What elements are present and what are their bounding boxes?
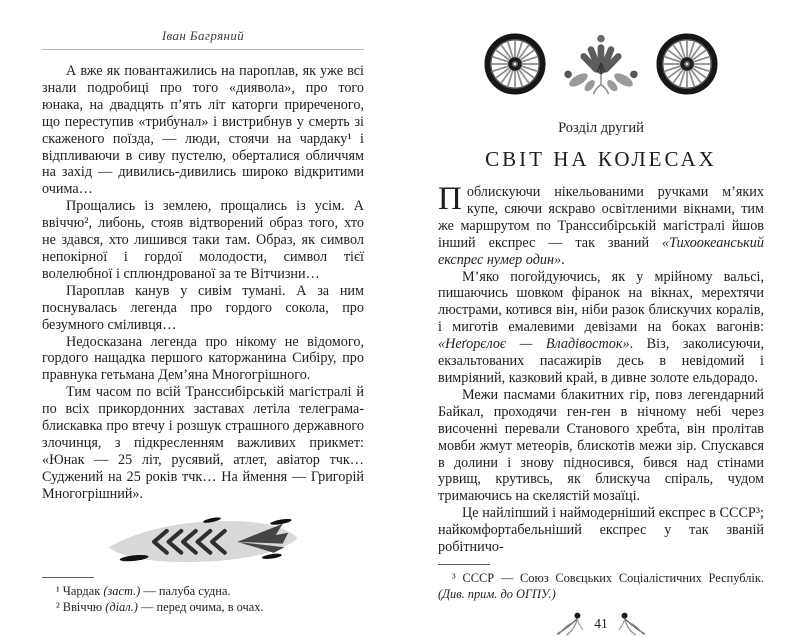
leaf-sprig-icon (555, 611, 585, 637)
palmette-crown-icon (554, 31, 648, 97)
footnote: ³ СССР — Союз Совєцьких Соціалістичних Республік. (Див. прим. до ОГПУ.) (438, 570, 764, 602)
body-paragraph: Пароплав канув у сивім тумані. А за ним поснувалась легенда про гордого сокола, про безумного сміливця… (42, 282, 364, 333)
page-number: 41 (594, 615, 608, 631)
train-wheel-icon (656, 33, 718, 95)
body-paragraph (438, 181, 764, 269)
footnotes (42, 583, 364, 616)
body-paragraph: Тим часом по всій Транссибірській магістралі й по всіх прикордонних заставах летіла телеграма-блискавка про втечу і розшук страшного державного злочинця, з підкресленням важливих прикмет: «Юнак — 25 літ, русявий, атлет, авіатор тчк… Суджений на 25 років тчк… На ймення — Григорій Многогрішний». (42, 384, 364, 502)
footnote-rule (438, 564, 490, 565)
body-paragraph: Це найліпший і наймодерніший експрес в СССР³; найкомфортабельніший експрес у так званій робітничо- (438, 505, 764, 556)
leaf-sprig-icon (617, 611, 647, 637)
body-paragraph: Недосказана легенда про нікому не відомого, гордого нащадка першого каторжанина Сибіру, про правнука гетьмана Дем’яна Многогрішного. (42, 333, 364, 384)
feather-ornament (42, 511, 364, 569)
header-rule (42, 49, 364, 50)
right-body-text (438, 181, 765, 556)
flying-wheat-feather-icon (97, 511, 309, 569)
left-page (0, 0, 400, 615)
body-paragraph: А вже як повантажились на пароплав, як уже всі знали подробиці про того «диявола», про того юнака, на двадцять п’ять літ каторги приреченого, що переступив «трибунал» і вистрибнув у смерть зі скаженого поїзда, — люди, стоячи на чардаку¹ і відпливаючи в сиву пустелю, оберталися обличчям на захід — дивились-дивились широко відкритими очима… (42, 63, 364, 198)
chapter-title: СВІТ НА КОЛЕСАХ (485, 147, 717, 171)
train-wheel-icon (484, 33, 546, 95)
right-page (400, 0, 800, 631)
chapter-label: Розділ другий (558, 120, 644, 136)
running-header: Іван Багряний (161, 28, 245, 43)
paragraph-text: облискуючи нікельованими ручками м’яких купе, сяючи яскраво освітленими вікнами, тим же маршрутом по Транссибірській магістралі йшов інший експрес — так званий «Тихоокеанський експрес нумер один». (438, 184, 764, 268)
chapter-ornament (438, 24, 764, 104)
page-number-row (438, 611, 764, 637)
body-paragraph: М’яко погойдуючись, як у мрійному вальсі, пишаючись шовком фіранок на вікнах, мерехтячи люстрами, котився він, ніби разок блискучих коралів, і миготів емалевими девізами на боках вагонів: «Неґорєлоє — Владівосток». Віз, заколисуючи, екзальтованих пасажирів десь в невідомий і вимріяний, казковий край, в дивне золоте ельдорадо. (438, 268, 765, 386)
drop-cap: П (438, 181, 462, 217)
footnote: ² Ввіччю (діал.) — перед очима, в очах. (56, 600, 264, 615)
body-paragraph: Межи пасмами блакитних гір, повз легендарний Байкал, проходячи ген-ген в нічному небі через височенні перевали Станового хребта, він пролітав мовби жмут метеорів, блискотів межи зір. Спускався в долини і знову підносився, бився над стінами урвищ, крутивсь, як блискуча спіраль, чудом тримаючись на скелястій мозаїці. (438, 386, 764, 505)
footnote: ¹ Чардак (заст.) — палуба судна. (56, 583, 231, 598)
body-paragraph: Прощались із землею, прощались із усім. А ввіччю², либонь, стояв відтворений образ того, хто не здався, хто лишився таки там. Образ, як символ непокірної і гордої молодости, символ тієї волелюбної і сплюндрованої за те Вітчизни… (42, 198, 364, 282)
footnote-rule (42, 577, 94, 578)
left-body-text (42, 63, 364, 503)
